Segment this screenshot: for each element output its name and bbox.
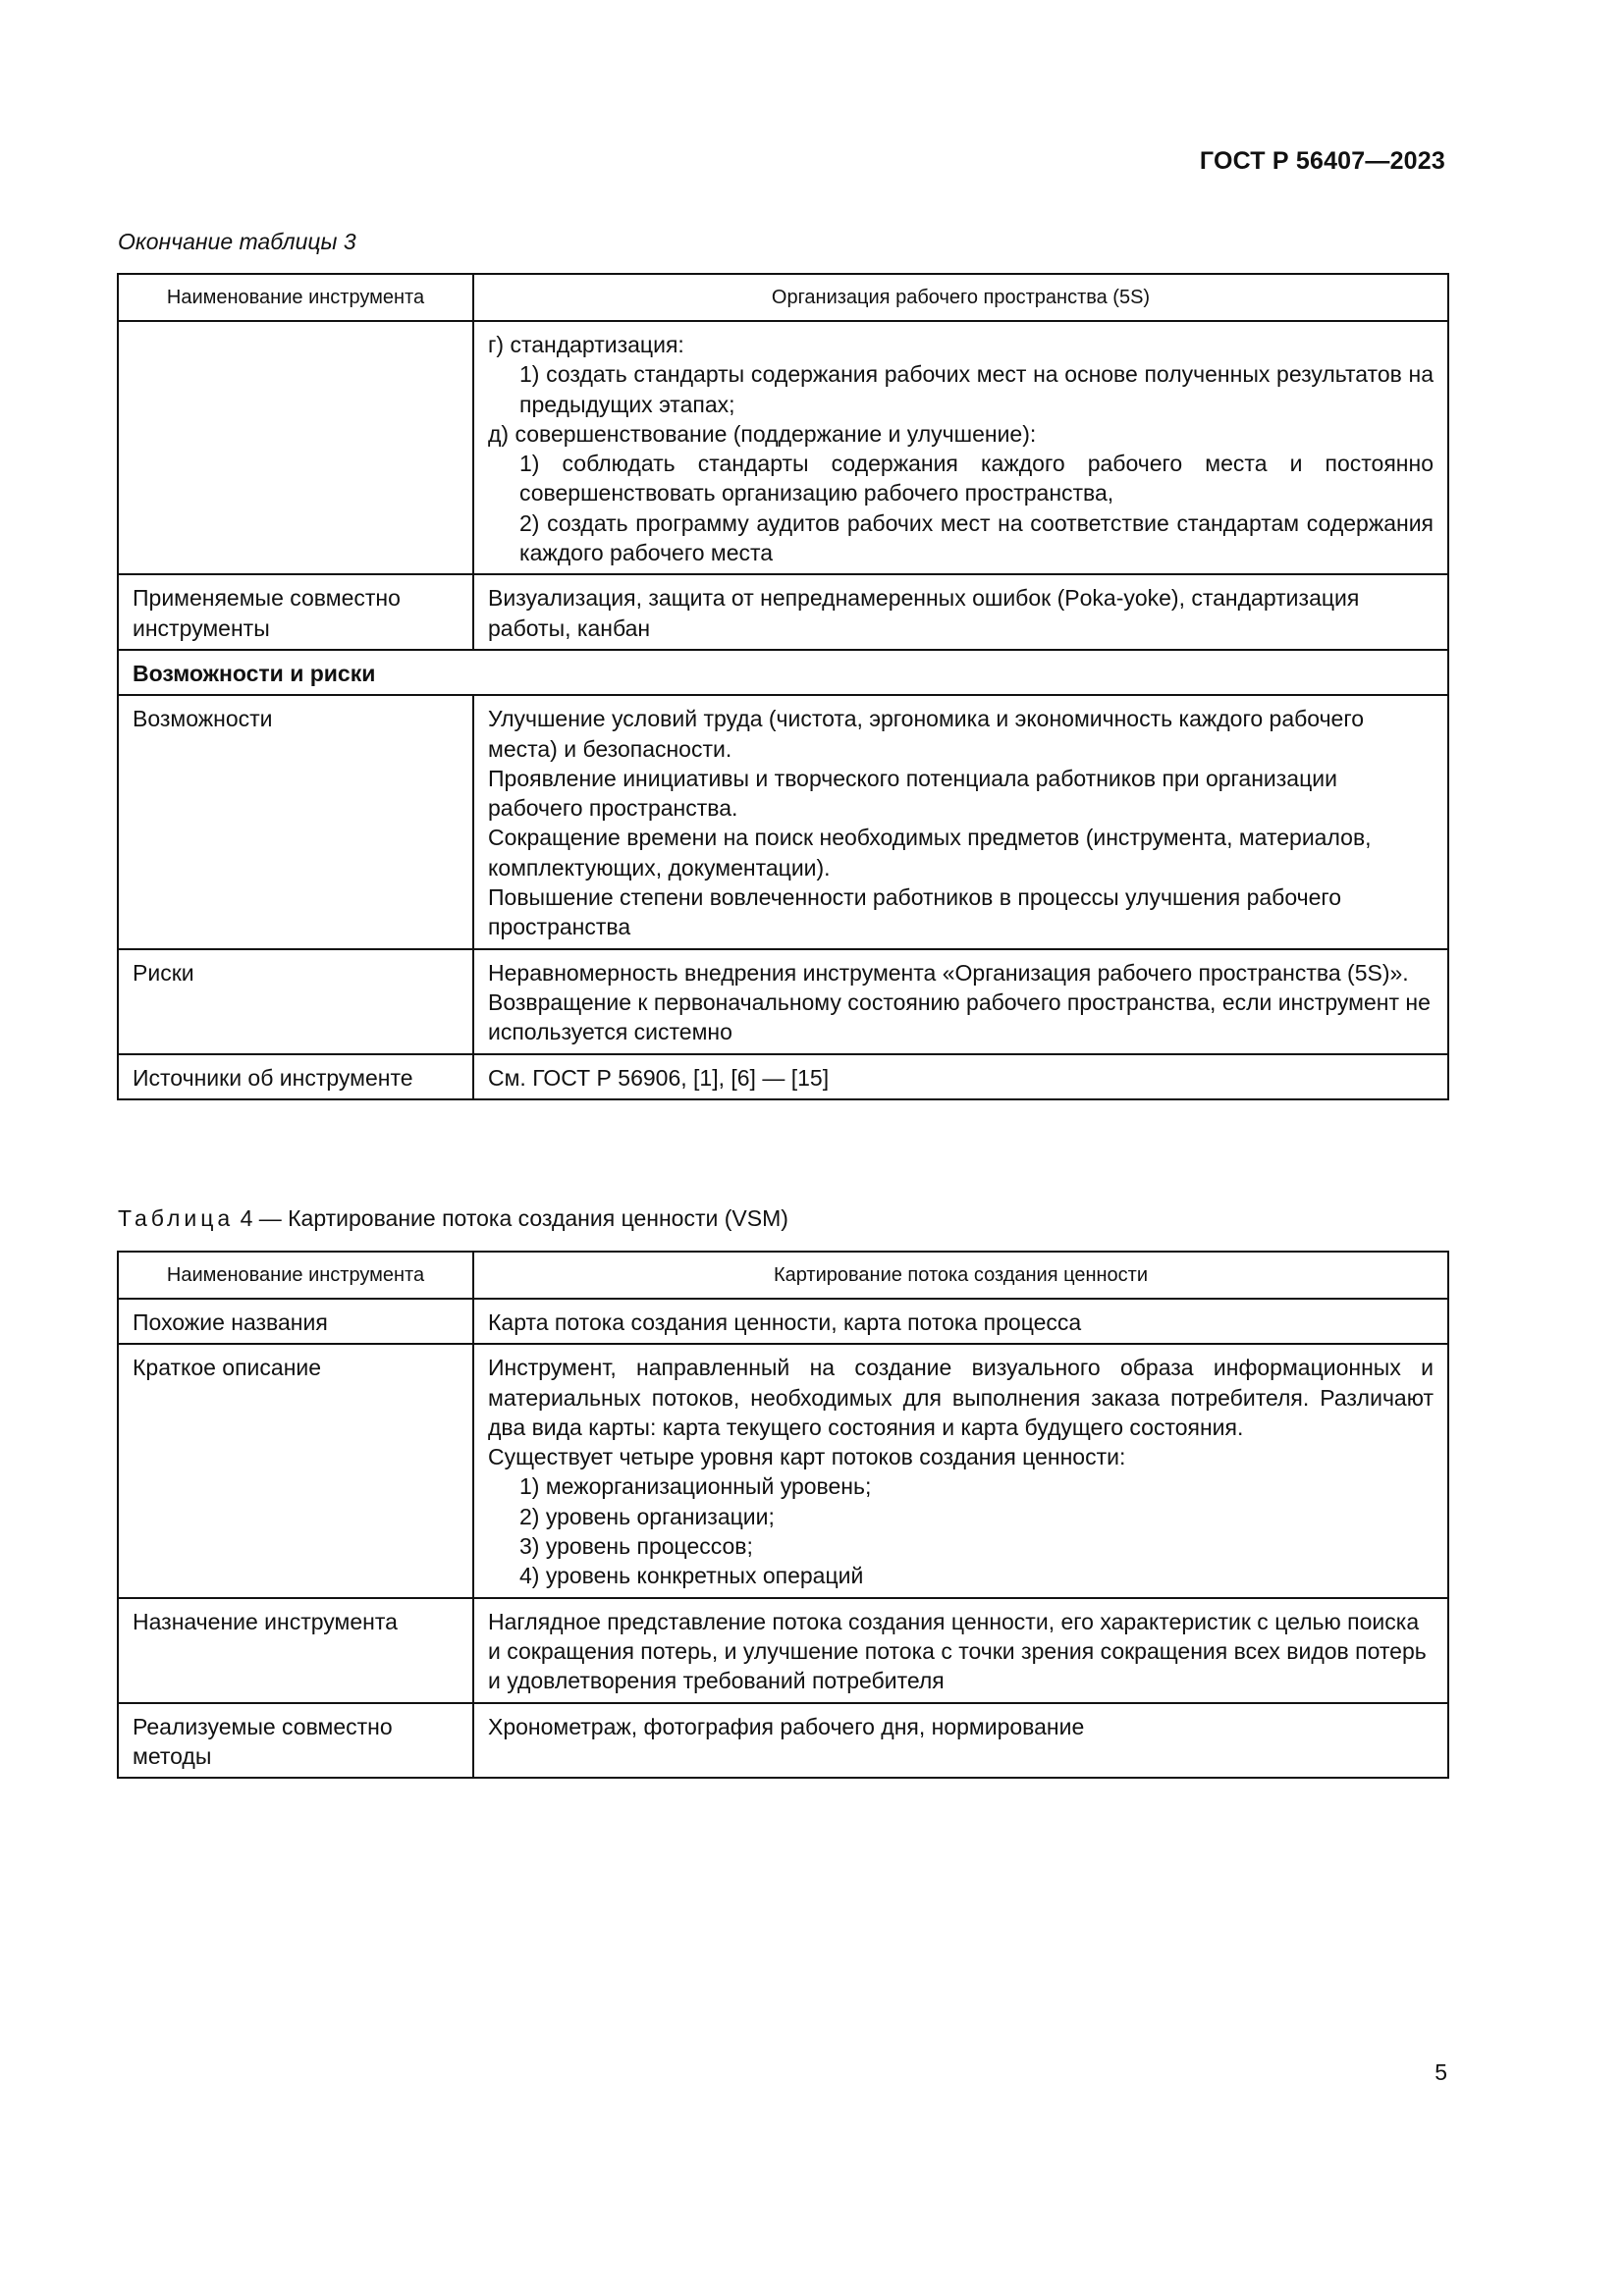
table-4 [117, 1251, 1449, 1779]
table-row [118, 574, 1448, 650]
row-label-opportunities: Возможности [118, 695, 473, 948]
step-line: 2) создать программу аудитов рабочих мест на соответствие стандартам содержания каждого рабочего места [519, 509, 1434, 566]
level-item: 3) уровень процессов; [519, 1533, 753, 1560]
table-row [118, 1598, 1448, 1703]
col-header-tool-name: Наименование инструмента [118, 1252, 473, 1299]
row-label-purpose: Назначение инструмента [118, 1598, 473, 1703]
row-label-related-tools: Применяемые совместно инструменты [118, 574, 473, 650]
level-item: 2) уровень организации; [519, 1503, 775, 1529]
opportunity-item: Повышение степени вовлеченности работников в процессы улучшения рабочего пространства [488, 884, 1342, 940]
step-line: д) совершенствование (поддержание и улучшение): [488, 420, 1037, 447]
row-label-joint-methods: Реализуемые совместно методы [118, 1703, 473, 1779]
document-code: ГОСТ Р 56407—2023 [1199, 147, 1445, 175]
table3-continuation-caption: Окончание таблицы 3 [118, 229, 356, 254]
table4-caption-title: 4 — Картирование потока создания ценности (VSM) [234, 1205, 788, 1231]
table-row [118, 1054, 1448, 1099]
section-row [118, 650, 1448, 695]
table-3-end [117, 273, 1449, 1100]
table4-caption-prefix: Таблица [118, 1205, 235, 1231]
step-line: 1) соблюдать стандарты содержания каждого рабочего места и постоянно совершенствовать организацию рабочего пространства, [519, 451, 1434, 507]
table-header-row [118, 1252, 1448, 1299]
row-label-risks: Риски [118, 949, 473, 1054]
row-value-brief-description [473, 1344, 1448, 1597]
row-value-related-tools: Визуализация, защита от непреднамеренных ошибок (Poka-yoke), стандартизация работы, канбан [473, 574, 1448, 650]
col-header-tool-title: Картирование потока создания ценности [473, 1252, 1448, 1299]
brief-levels-intro: Существует четыре уровня карт потоков создания ценности: [488, 1444, 1126, 1470]
brief-text: Инструмент, направленный на создание визуального образа информационных и материальных потоков, необходимых для выполнения заказа потребителя. Различают два вида карты: карта текущего состояния и карта будущего состояния. [488, 1355, 1434, 1440]
opportunity-item: Проявление инициативы и творческого потенциала работников при организации рабочего пространства. [488, 765, 1337, 822]
table-row [118, 1703, 1448, 1779]
row-value-risks [473, 949, 1448, 1054]
opportunity-item: Сокращение времени на поиск необходимых предметов (инструмента, материалов, комплектующих, документации). [488, 825, 1372, 881]
table-row [118, 1344, 1448, 1597]
row-value-opportunities [473, 695, 1448, 948]
level-item: 4) уровень конкретных операций [519, 1563, 864, 1589]
table-row [118, 949, 1448, 1054]
table-row [118, 1299, 1448, 1344]
level-item: 1) межорганизационный уровень; [519, 1473, 872, 1500]
step-line: 1) создать стандарты содержания рабочих мест на основе полученных результатов на предыдущих этапах; [519, 361, 1434, 417]
risk-item: Возвращение к первоначальному состоянию рабочего пространства, если инструмент не используется системно [488, 988, 1431, 1045]
risk-item: Неравномерность внедрения инструмента «Организация рабочего пространства (5S)». [488, 959, 1409, 986]
row-value-purpose: Наглядное представление потока создания ценности, его характеристик с целью поиска и сокращения потерь, и улучшение потока с точки зрения сокращения всех видов потерь и удовлетворения требований потребителя [473, 1598, 1448, 1703]
table-header-row [118, 274, 1448, 321]
row-value-sources: См. ГОСТ Р 56906, [1], [6] — [15] [473, 1054, 1448, 1099]
table4-caption [118, 1205, 788, 1232]
opportunity-item: Улучшение условий труда (чистота, эргономика и экономичность каждого рабочего места) и безопасности. [488, 706, 1365, 762]
row-value-joint-methods: Хронометраж, фотография рабочего дня, нормирование [473, 1703, 1448, 1779]
steps-cell [473, 321, 1448, 574]
step-line: г) стандартизация: [488, 332, 684, 357]
row-label-sources: Источники об инструменте [118, 1054, 473, 1099]
row-value-similar-names: Карта потока создания ценности, карта потока процесса [473, 1299, 1448, 1344]
empty-cell [118, 321, 473, 574]
col-header-tool-title: Организация рабочего пространства (5S) [473, 274, 1448, 321]
table-row [118, 695, 1448, 948]
table-row [118, 321, 1448, 574]
row-label-brief-description: Краткое описание [118, 1344, 473, 1597]
section-title: Возможности и риски [118, 650, 1448, 695]
page-number: 5 [1435, 2059, 1447, 2085]
col-header-tool-name: Наименование инструмента [118, 274, 473, 321]
row-label-similar-names: Похожие названия [118, 1299, 473, 1344]
